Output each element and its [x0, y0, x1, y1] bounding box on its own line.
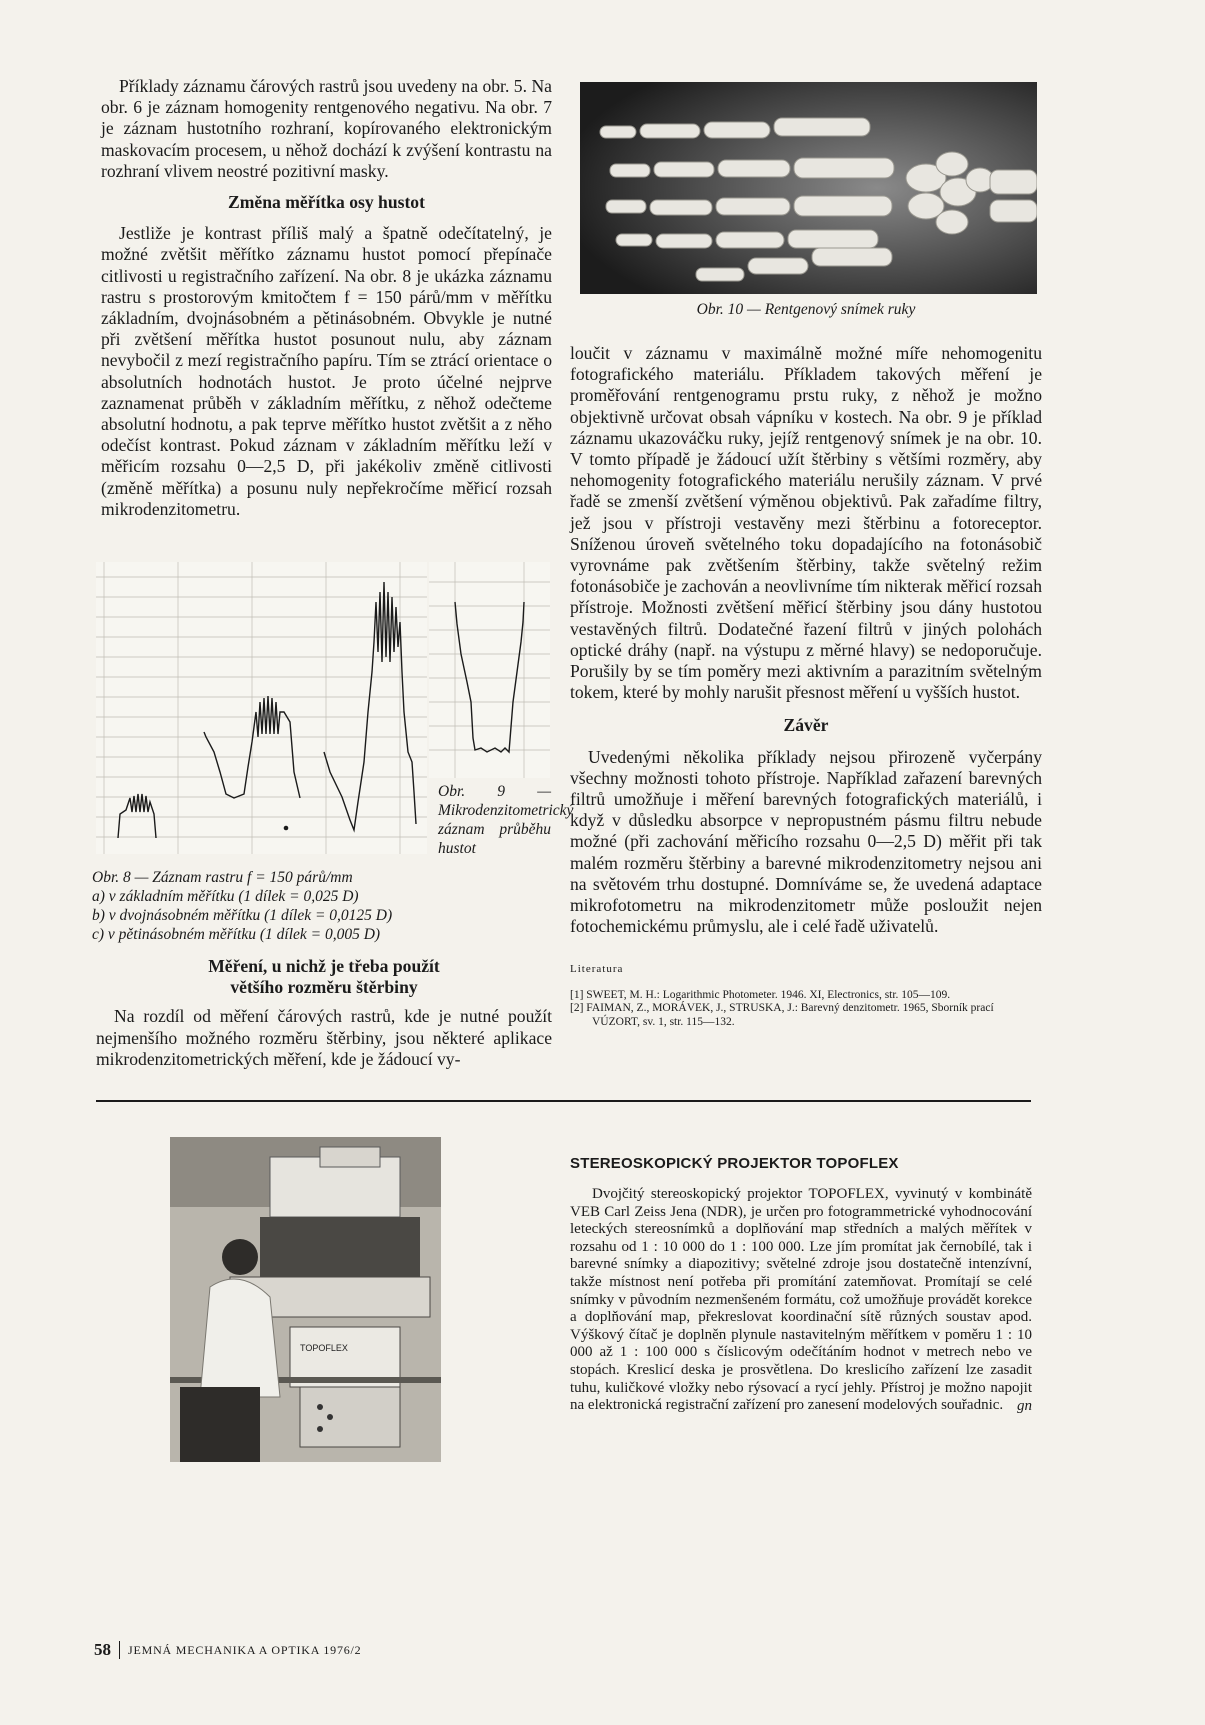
- reference-item: [1] SWEET, M. H.: Logarithmic Photometer. 1946. XI, Electronics, str. 105—109.: [570, 988, 951, 1001]
- paragraph: Uvedenými několika příklady nejsou přirozeně vyčerpány všechny možnosti tohoto přístroje. Například zařazení barevných filtrů umožňuje i měření barevných fotografických materiálů, i když v důsledku absorpce v nepropustném pásmu filtru nebude možné (při zachování měřicího rozsahu 0—2,5 D) měřit při tak malém rozměru štěrbiny a barevné mikrodenzitometry nejsou ani na světovém trhu dostupné. Domníváme se, že uvedená adaptace mikrofotometru na mikrodenzitometr může posloužit nejen fotochemickému průmyslu, ale i celé řadě uživatelů.: [570, 746, 1042, 937]
- literature-title: Literatura: [570, 963, 624, 976]
- topoflex-photo: [170, 1137, 441, 1462]
- section-heading: Změna měřítka osy hustot: [228, 192, 425, 213]
- caption-line: c) v pětinásobném měřítku (1 dílek = 0,005 D): [92, 926, 381, 943]
- figure-9-grid: [429, 562, 550, 778]
- references: [570, 989, 1042, 1030]
- left-column: [101, 76, 552, 520]
- caption-line: Obr. 8 — Záznam rastru f = 150 párů/mm: [92, 869, 353, 886]
- left-column-lower: [96, 956, 552, 1070]
- figure-8-caption: [92, 868, 452, 944]
- caption-line: a) v základním měřítku (1 dílek = 0,025 D): [92, 888, 359, 905]
- figure-10-xray-photo: [580, 82, 1037, 294]
- paragraph: Příklady záznamu čárových rastrů jsou uvedeny na obr. 5. Na obr. 6 je záznam homogenity rentgenového negativu. Na obr. 7 je záznam hustotního rozhraní, kopírovaného elektronickým maskovacím procesem, u něhož dochází k zvýšení kontrastu na rozhraní vlivem neostré pozitivní masky.: [101, 76, 552, 181]
- device-label: TOPOFLEX: [300, 1343, 348, 1353]
- caption-line: b) v dvojnásobném měřítku (1 dílek = 0,0125 D): [92, 907, 393, 924]
- section-divider: [96, 1100, 1031, 1102]
- page-footer: [94, 1640, 361, 1660]
- page-number: 58: [94, 1640, 111, 1659]
- topoflex-device-image: [170, 1137, 441, 1462]
- section-heading: většího rozměru štěrbiny: [230, 977, 418, 998]
- figure-8-recording: [96, 562, 427, 854]
- hand-xray-image: [580, 82, 1037, 294]
- section-heading: Měření, u nichž je třeba použít: [208, 956, 440, 976]
- paragraph: loučit v záznamu v maximálně možné míře nehomogenitu fotografického materiálu. Příkladem takových měření je proměřování rentgenogramu prstu ruky, z něhož je možno objektivně určovat obsah vápníku v kostech. Na obr. 9 je příklad záznamu ukazováčku ruky, jejíž rentgenový snímek je na obr. 10. V tomto případě je žádoucí užít štěrbiny s většími rozměry, aby nehomogenity fotografického materiálu nerušily záznam. V prvé řadě se zmenší zvětšení výměnou objektivů. Pak zařadíme filtry, jež jsou v přístroji vestavěny mezi štěrbinu a fotoreceptor. Sníženou úroveň světelného toku dopadajícího na fotonásobič vyrovnáme pak zvětšením štěrbiny, takže světelný režim fotonásobiče je zachován a neovlivníme tím nikterak měřicí rozsah přístroje. Možnosti zvětšení měřicí štěrbiny jsou dány hustotou vestavěných filtrů. Dodatečné řazení filtrů v jiných polohách optické dráhy (např. na výstupu z měrné hlavy) se nedoporučuje. Porušily by se tím poměry mezi aktivním a parazitním světelným tokem, které by mohly narušit přesnost měření u vyšších hustot.: [570, 343, 1042, 703]
- footer-divider: [119, 1641, 120, 1659]
- article-text: Dvojčitý stereoskopický projektor TOPOFLEX, vyvinutý v kombinátě VEB Carl Zeiss Jena (NDR), je určen pro fotogrammetrické vyhodnocování leteckých stereosnímků a doplňování map středních a malých měřítek v rozsahu od 1 : 10 000 do 1 : 100 000. Lze jím promítat jak černobílé, tak i barevné snímky a diapozitivy; světelné zdroje jsou dostatečně intenzívní, takže místnost není potřeba při promítání zatemňovat. Promítají se celé snímky v původním nezmenšeném formátu, což umožňuje provádět korekce a doplňování map, překreslovat koordinační sítě různých soustav apod. Výškový čítač je doplněn plynule nastavitelným měřítkem v poměru 1 : 10 000 až 1 : 100 000 s číslicovým odečítáním hodnot v metrech nebo ve stopách. Kreslicí deska je prosvětlena. Do kreslicího zařízení lze zasadit tuhu, kuličkové vložky nebo rýsovací a rycí jehly. Přístroj je možno napojit na elektronická registrační zařízení pro zanesení modelových souřadnic.: [570, 1186, 1032, 1414]
- figure-8-grid: [96, 562, 427, 854]
- figure-9-recording: [429, 562, 550, 778]
- section-heading: Závěr: [783, 715, 829, 736]
- paragraph: Na rozdíl od měření čárových rastrů, kde je nutné použít nejmenšího možného rozměru štěrbiny, jsou některé aplikace mikrodenzitometrických měření, kde je žádoucí vy-: [96, 1006, 552, 1069]
- figure-10-caption: Obr. 10 — Rentgenový snímek ruky: [696, 301, 916, 318]
- figure-9-caption: Obr. 9 — Mikrodenzitometrický záznam průběhu hustot: [438, 783, 574, 857]
- article-title: STEREOSKOPICKÝ PROJEKTOR TOPOFLEX: [570, 1155, 899, 1172]
- topoflex-article: [570, 1155, 1032, 1415]
- journal-title: JEMNÁ MECHANIKA A OPTIKA 1976/2: [128, 1642, 362, 1657]
- right-column: [570, 300, 1042, 1029]
- article-signature: gn: [1017, 1397, 1032, 1414]
- paragraph: Jestliže je kontrast příliš malý a špatně odečítatelný, je možné zvětšit měřítko záznamu hustot pomocí přepínače citlivosti u registračního zařízení. Na obr. 8 je ukázka záznamu rastru s prostorovým kmitočtem f = 150 párů/mm v měřítku základním, dvojnásobném a pětinásobném. Obvykle je nutné při zvětšení měřítka hustot posunout nulu, aby záznam nevybočil z mezí registračního papíru. Tím se ztrácí orientace o absolutních hodnotách hustot. Je proto účelné nejprve zaznamenat průběh v základním měřítku, z něhož odečteme absolutní hodnotu, a pak teprve měřítko hustot zvětšit a z něho odečíst kontrast. Pokud záznam v základním měřítku leží v měřicím rozsahu 0—2,5 D, při jakékoliv změně citlivosti (změně měřítka) a posunu nuly nepřekročíme měřicí rozsah mikrodenzitometru.: [101, 223, 552, 519]
- reference-item: [2] FAIMAN, Z., MORÁVEK, J., STRUSKA, J.: Barevný denzitometr. 1965, Sborník prací VÚZORT, sv. 1, str. 115—132.: [570, 1002, 994, 1028]
